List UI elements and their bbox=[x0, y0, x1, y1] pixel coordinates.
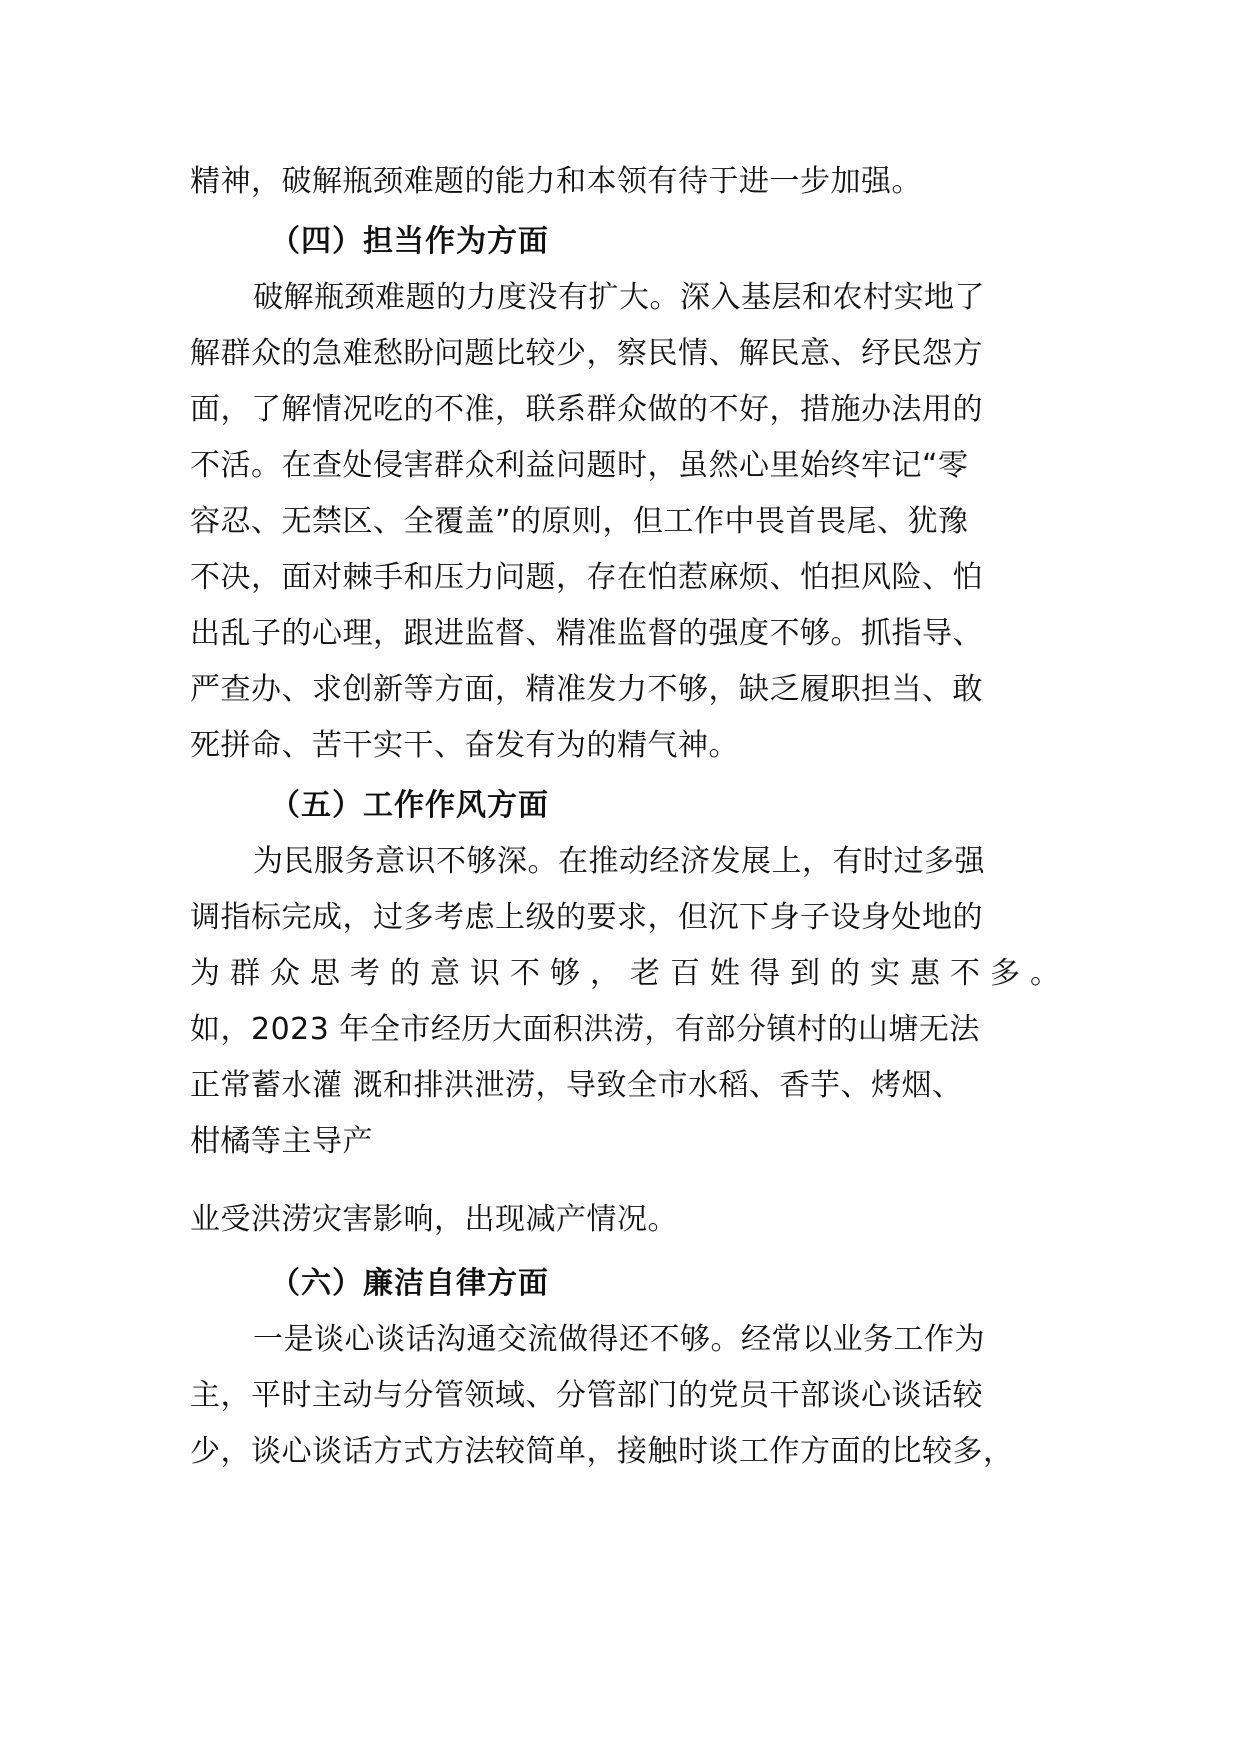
paragraph-line: 为民服务意识不够深。在推动经济发展上，有时过多强 bbox=[253, 844, 985, 879]
paragraph-line: 解群众的急难愁盼问题比较少，察民情、解民意、纾民怨方 bbox=[190, 336, 983, 371]
paragraph-line: 柑橘等主导产 bbox=[190, 1124, 373, 1159]
paragraph-line: 严查办、求创新等方面，精准发力不够，缺乏履职担当、敢 bbox=[190, 672, 983, 707]
section-heading-5: （五）工作作风方面 bbox=[270, 788, 549, 823]
paragraph-line: 如，2023 年全市经历大面积洪涝，有部分镇村的山塘无法 bbox=[190, 1012, 980, 1047]
paragraph-line: 出乱子的心理，跟进监督、精准监督的强度不够。抓指导、 bbox=[190, 616, 983, 651]
section-heading-4: （四）担当作为方面 bbox=[270, 224, 549, 259]
paragraph-line: 面，了解情况吃的不准，联系群众做的不好，措施办法用的 bbox=[190, 392, 983, 427]
paragraph-line: 一是谈心谈话沟通交流做得还不够。经常以业务工作为 bbox=[253, 1322, 985, 1357]
paragraph-line: 调指标完成，过多考虑上级的要求，但沉下身子设身处地的 bbox=[190, 900, 983, 935]
paragraph-line: 业受洪涝灾害影响，出现减产情况。 bbox=[190, 1202, 678, 1237]
paragraph-line: 不决，面对棘手和压力问题，存在怕惹麻烦、怕担风险、怕 bbox=[190, 560, 983, 595]
paragraph-line: 正常蓄水灌 溉和排洪泄涝，导致全市水稻、香芋、烤烟、 bbox=[190, 1068, 963, 1103]
paragraph-line: 破解瓶颈难题的力度没有扩大。深入基层和农村实地了 bbox=[253, 280, 985, 315]
section-heading-6: （六）廉洁自律方面 bbox=[270, 1266, 549, 1301]
paragraph-line: 为群众思考的意识不够，老百姓得到的实惠不多。 bbox=[190, 956, 1070, 991]
paragraph-line: 不活。在查处侵害群众利益问题时，虽然心里始终牢记“零 bbox=[190, 448, 969, 483]
paragraph-line: 容忍、无禁区、全覆盖”的原则，但工作中畏首畏尾、犹豫 bbox=[190, 504, 969, 539]
paragraph-line: 少，谈心谈话方式方法较简单，接触时谈工作方面的比较多， bbox=[190, 1434, 1014, 1469]
paragraph-line: 精神，破解瓶颈难题的能力和本领有待于进一步加强。 bbox=[190, 164, 922, 199]
paragraph-line: 主，平时主动与分管领域、分管部门的党员干部谈心谈话较 bbox=[190, 1378, 983, 1413]
paragraph-line: 死拼命、苦干实干、奋发有为的精气神。 bbox=[190, 728, 739, 763]
